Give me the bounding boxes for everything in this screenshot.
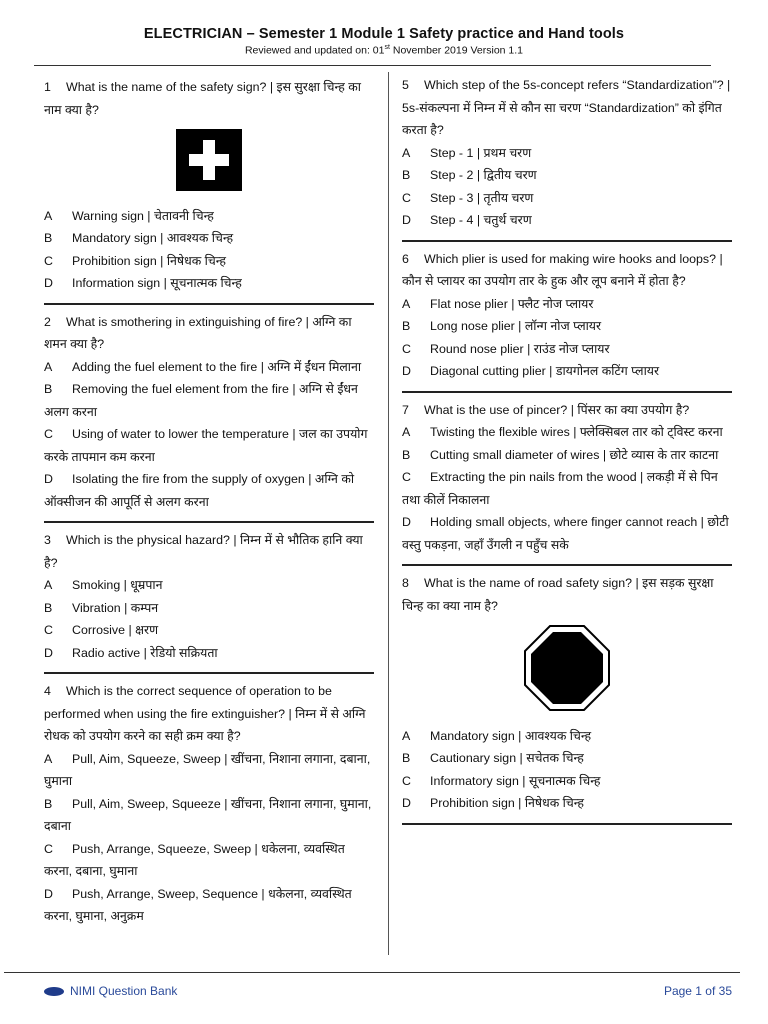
option-text: Step - 4 | चतुर्थ चरण — [430, 213, 532, 227]
question-number: 8 — [402, 576, 409, 590]
option-letter: A — [44, 751, 53, 766]
subtitle-prefix: Reviewed and updated on: 01 — [244, 44, 385, 57]
option-text: Flat nose plier | फ्लैट नोज प्लायर — [430, 296, 594, 311]
option-letter: C — [402, 773, 411, 788]
option-text: Information sign | सूचनात्मक चिन्ह — [72, 276, 242, 290]
question-number: 5 — [402, 78, 409, 92]
option-text: Push, Arrange, Sweep, Sequence | धकेलना, व्यवस्थित करना, घुमाना, अनुक्रम — [44, 886, 352, 923]
option-text: Step - 3 | तृतीय चरण — [430, 190, 534, 205]
option-b[interactable] — [44, 597, 374, 620]
option-letter: D — [402, 515, 411, 529]
option-c[interactable] — [44, 838, 374, 883]
option-letter: B — [44, 600, 53, 615]
option-text: Push, Arrange, Squeeze, Sweep | धकेलना, व्यवस्थित करना, दबाना, घुमाना — [44, 841, 345, 878]
question-text — [44, 680, 374, 748]
option-b[interactable] — [44, 227, 374, 250]
footer-bank-label: NIMI Question Bank — [70, 984, 178, 998]
header-divider — [34, 65, 711, 66]
option-text: Mandatory sign | आवश्यक चिन्ह — [72, 231, 234, 245]
option-b[interactable] — [402, 315, 732, 338]
question-text — [402, 572, 732, 617]
option-letter: A — [44, 359, 53, 374]
option-text: Long nose plier | लॉन्ग नोज प्लायर — [430, 319, 602, 333]
option-c[interactable] — [44, 423, 374, 468]
road-sign-image — [402, 617, 732, 725]
option-d[interactable] — [402, 511, 732, 556]
question-separator — [402, 823, 732, 825]
option-b[interactable] — [402, 164, 732, 187]
question-7 — [402, 399, 732, 557]
option-letter: D — [44, 472, 53, 486]
option-d[interactable] — [402, 792, 732, 815]
option-text: Removing the fuel element from the fire | अग्नि से ईंधन अलग करना — [44, 382, 358, 419]
option-text: Vibration | कम्पन — [72, 600, 159, 615]
option-a[interactable] — [402, 293, 732, 316]
option-c[interactable] — [402, 187, 732, 210]
footer-divider — [4, 972, 740, 973]
question-number: 4 — [44, 684, 51, 698]
column-divider — [388, 72, 389, 955]
question-text — [44, 529, 374, 574]
question-label: What is the use of pincer? | पिंसर का क्या उपयोग है? — [424, 402, 690, 417]
option-text: Step - 2 | द्वितीय चरण — [430, 168, 537, 182]
option-c[interactable] — [402, 770, 732, 793]
option-letter: D — [44, 276, 53, 290]
nimi-logo-icon — [44, 987, 64, 996]
option-a[interactable] — [44, 356, 374, 379]
option-b[interactable] — [402, 444, 732, 467]
cross-sign-icon — [176, 129, 242, 191]
question-4 — [44, 680, 374, 928]
option-letter: C — [402, 190, 411, 205]
option-text: Radio active | रेडियो सक्रियता — [72, 645, 218, 660]
question-1 — [44, 76, 374, 295]
option-letter: D — [402, 364, 411, 378]
option-text: Informatory sign | सूचनात्मक चिन्ह — [430, 773, 601, 788]
option-text: Using of water to lower the temperature | जल का उपयोग करके तापमान कम करना — [44, 427, 368, 464]
option-a[interactable] — [44, 205, 374, 228]
question-3 — [44, 529, 374, 664]
option-text: Holding small objects, where finger cannot reach | छोटी वस्तु पकड़ना, जहाँ उँगली न पहुँच सके — [402, 515, 729, 552]
option-letter: C — [402, 341, 411, 356]
option-letter: B — [402, 319, 411, 333]
question-number: 6 — [402, 251, 409, 266]
option-letter: D — [44, 886, 53, 901]
option-letter: A — [44, 578, 53, 592]
question-2 — [44, 311, 374, 514]
option-d[interactable] — [44, 642, 374, 665]
option-text: Diagonal cutting plier | डायगोनल कटिंग प्लायर — [430, 364, 660, 378]
option-c[interactable] — [44, 250, 374, 273]
page-subtitle — [0, 44, 768, 57]
option-letter: C — [44, 623, 53, 637]
option-c[interactable] — [44, 619, 374, 642]
option-a[interactable] — [402, 725, 732, 748]
question-text — [402, 74, 732, 142]
option-text: Smoking | धूम्रपान — [72, 578, 163, 592]
option-text: Prohibition sign | निषेधक चिन्ह — [430, 796, 585, 810]
question-text — [44, 76, 374, 121]
option-d[interactable] — [44, 272, 374, 295]
option-b[interactable] — [44, 793, 374, 838]
option-d[interactable] — [44, 468, 374, 513]
option-a[interactable] — [402, 142, 732, 165]
option-letter: B — [44, 796, 53, 811]
option-letter: A — [402, 145, 411, 160]
option-text: Pull, Aim, Sweep, Squeeze | खींचना, निशाना लगाना, घुमाना, दबाना — [44, 796, 372, 833]
option-a[interactable] — [44, 748, 374, 793]
question-separator — [402, 564, 732, 566]
question-label: Which step of the 5s-concept refers “Standardization”? | 5s-संकल्पना में निम्न में से कौन सा चरण “Standardization” को इंगित करता है? — [402, 78, 731, 137]
option-d[interactable] — [402, 209, 732, 232]
option-d[interactable] — [44, 883, 374, 928]
octagon-sign-icon — [524, 625, 610, 711]
question-separator — [402, 240, 732, 242]
right-column — [402, 74, 732, 831]
option-b[interactable] — [44, 378, 374, 423]
question-6 — [402, 248, 732, 383]
question-separator — [44, 521, 374, 523]
question-number: 7 — [402, 402, 409, 417]
option-letter: B — [402, 447, 411, 462]
question-5 — [402, 74, 732, 232]
question-8 — [402, 572, 732, 815]
option-letter: C — [402, 470, 411, 484]
option-text: Pull, Aim, Squeeze, Sweep | खींचना, निशाना लगाना, दबाना, घुमाना — [44, 751, 371, 788]
option-b[interactable] — [402, 747, 732, 770]
option-text: Warning sign | चेतावनी चिन्ह — [72, 208, 214, 223]
question-number: 3 — [44, 533, 51, 547]
option-text: Prohibition sign | निषेधक चिन्ह — [72, 253, 227, 268]
question-number: 2 — [44, 314, 51, 329]
option-letter: D — [44, 645, 53, 660]
option-letter: B — [44, 382, 53, 396]
footer-brand — [44, 984, 177, 998]
option-text: Extracting the pin nails from the wood | लकड़ी में से पिन तथा कीलें निकालना — [402, 470, 718, 507]
question-separator — [402, 391, 732, 393]
option-d[interactable] — [402, 360, 732, 383]
question-separator — [44, 672, 374, 674]
page-header — [0, 26, 768, 57]
option-letter: C — [44, 427, 53, 441]
page-number: Page 1 of 35 — [663, 984, 732, 998]
option-text: Twisting the flexible wires | फ्लेक्सिबल तार को ट्विस्ट करना — [430, 425, 723, 439]
option-letter: D — [402, 213, 411, 227]
subtitle-suffix: November 2019 Version 1.1 — [389, 44, 524, 57]
option-letter: A — [44, 208, 53, 223]
option-c[interactable] — [402, 338, 732, 361]
option-letter: B — [402, 168, 411, 182]
page-title: ELECTRICIAN – Semester 1 Module 1 Safety practice and Hand tools — [143, 26, 625, 42]
question-separator — [44, 303, 374, 305]
option-letter: D — [402, 796, 411, 810]
option-text: Adding the fuel element to the fire | अग्नि में ईंधन मिलाना — [72, 359, 362, 374]
option-text: Cautionary sign | सचेतक चिन्ह — [430, 751, 584, 765]
option-text: Mandatory sign | आवश्यक चिन्ह — [430, 728, 592, 743]
question-label: What is smothering in extinguishing of fire? | अग्नि का शमन क्या है? — [44, 314, 352, 351]
option-c[interactable] — [402, 466, 732, 511]
option-a[interactable] — [402, 421, 732, 444]
option-text: Round nose plier | राउंड नोज प्लायर — [430, 341, 610, 356]
question-label: What is the name of the safety sign? | इस सुरक्षा चिन्ह का नाम क्या है? — [44, 80, 361, 117]
question-number: 1 — [44, 80, 51, 94]
question-label: Which is the physical hazard? | निम्न में से भौतिक हानि क्या है? — [44, 533, 363, 570]
option-letter: C — [44, 253, 53, 268]
question-label: What is the name of road safety sign? | इस सड़क सुरक्षा चिन्ह का क्या नाम है? — [402, 576, 714, 613]
option-text: Step - 1 | प्रथम चरण — [430, 145, 532, 160]
subtitle-sup: st — [384, 44, 390, 51]
question-label: Which plier is used for making wire hooks and loops? | कौन से प्लायर का उपयोग तार के हुक और लूप बनाने में होता है? — [402, 251, 723, 288]
option-letter: A — [402, 296, 411, 311]
left-column — [44, 76, 374, 928]
option-letter: C — [44, 841, 53, 856]
option-letter: B — [402, 751, 411, 765]
question-text — [402, 399, 732, 422]
question-text — [44, 311, 374, 356]
question-text — [402, 248, 732, 293]
option-letter: A — [402, 425, 411, 439]
option-text: Corrosive | क्षरण — [72, 623, 159, 637]
question-label: Which is the correct sequence of operation to be performed when using the fire extinguisher? | निम्न में से अग्नि रोधक को उपयोग करने का सही क्रम क्या है? — [44, 684, 366, 743]
safety-sign-image — [44, 121, 374, 205]
option-letter: A — [402, 728, 411, 743]
option-a[interactable] — [44, 574, 374, 597]
option-letter: B — [44, 231, 53, 245]
option-text: Cutting small diameter of wires | छोटे व्यास के तार काटना — [430, 447, 719, 462]
option-text: Isolating the fire from the supply of oxygen | अग्नि को ऑक्सीजन की आपूर्ति से अलग करना — [44, 472, 355, 509]
